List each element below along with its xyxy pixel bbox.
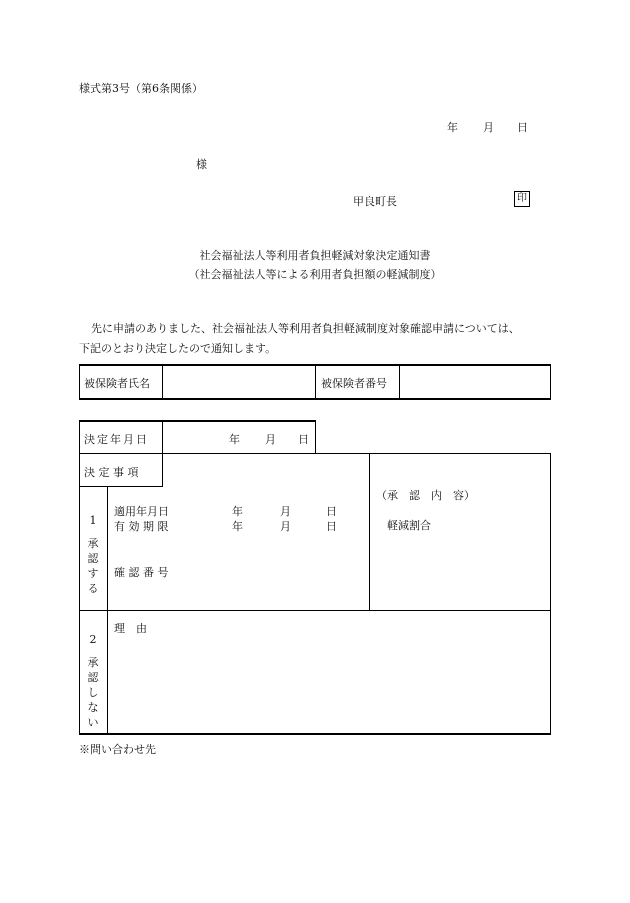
document-subtitle: （社会福祉法人等による利用者負担額の軽減制度） xyxy=(188,268,442,281)
form-number: 様式第3号（第6条関係） xyxy=(79,82,203,95)
date-month-label: 月 xyxy=(483,121,494,134)
valid-period-year: 年 xyxy=(232,520,243,533)
decision-date-label: 決定年月日 xyxy=(84,433,149,446)
apply-date-label: 適用年月日 xyxy=(114,505,169,518)
reason-label: 理 由 xyxy=(114,622,147,635)
approve-section-label: 1 承 認 す る xyxy=(87,514,99,595)
apply-date-month: 月 xyxy=(280,505,291,518)
body-text-line1: 先に申請のありました、社会福祉法人等利用者負担軽減制度対象確認申請については、 xyxy=(91,322,520,335)
valid-period-month: 月 xyxy=(280,520,291,533)
apply-date-year: 年 xyxy=(232,505,243,518)
contact-note: ※問い合わせ先 xyxy=(79,743,156,756)
reject-section-label: 2 承 認 し な い xyxy=(87,633,99,729)
decision-date-year: 年 xyxy=(229,433,240,446)
insured-number-field[interactable] xyxy=(403,368,547,396)
decision-matters-label: 決 定 事 項 xyxy=(84,466,139,479)
apply-date-day: 日 xyxy=(326,505,337,518)
valid-period-label: 有 効 期 限 xyxy=(114,520,169,533)
addressee-suffix: 様 xyxy=(196,158,207,171)
issuer-name: 甲良町長 xyxy=(353,195,397,208)
seal-mark: 印 xyxy=(514,191,530,207)
date-day-label: 日 xyxy=(517,121,528,134)
decision-date-month: 月 xyxy=(265,433,276,446)
date-year-label: 年 xyxy=(447,121,458,134)
document-title: 社会福祉法人等利用者負担軽減対象決定通知書 xyxy=(199,249,431,262)
approval-content-label: （承 認 内 容） xyxy=(376,489,475,502)
insured-number-label: 被保険者番号 xyxy=(321,377,387,390)
valid-period-day: 日 xyxy=(326,520,337,533)
insured-name-label: 被保険者氏名 xyxy=(84,377,150,390)
decision-date-day: 日 xyxy=(298,433,309,446)
reduction-rate-label: 軽減割合 xyxy=(387,519,431,532)
insured-name-field[interactable] xyxy=(166,368,312,396)
reason-field[interactable] xyxy=(112,640,546,730)
confirm-number-label: 確 認 番 号 xyxy=(114,566,169,579)
body-text-line2: 下記のとおり決定したので通知します。 xyxy=(79,342,277,355)
